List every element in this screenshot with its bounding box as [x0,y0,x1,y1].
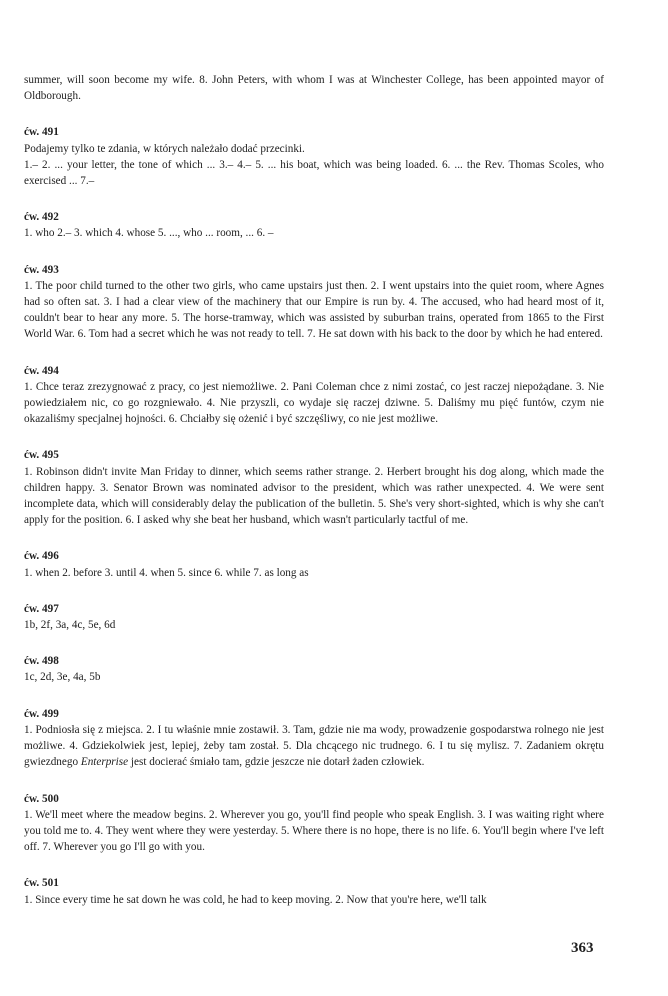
exercise-answer: 1. Chce teraz zrezygnować z pracy, co jest niemożliwe. 2. Pani Coleman chce z nimi zostać, co jest raczej niepożądane. 3. Nie powiedziałem nic, co go rozgniewało. 4. Nie przyszli, co wydaje się raczej dziwne. 5. Daliśmy mu pięć funtów, czym nie okazaliśmy specjalnej hojności. 6. Chciałby się ożenić i być szczęśliwy, co nie jest możliwe. [24,380,604,426]
exercise-section [24,447,604,528]
exercise-heading: ćw. 491 [24,126,59,139]
exercise-section [24,262,604,343]
exercise-section [24,875,604,907]
exercise-answer: 1b, 2f, 3a, 4c, 5e, 6d [24,619,116,632]
page-number: 363 [571,940,594,956]
exercise-heading: ćw. 495 [24,449,59,462]
exercise-answer: 1. who 2.– 3. which 4. whose 5. ..., who ... room, ... 6. – [24,227,274,240]
exercise-answer: 1. The poor child turned to the other two girls, who came upstairs just then. 2. I went upstairs into the quiet room, where Agnes had so often sat. 3. I had a clear view of the machinery that our Empire is run by. 4. The accused, who had heard most of it, couldn't bear to hear any more. 5. The horse-tramway, which was assisted by suburban trains, operated from 1865 to the First World War. 6. Tom had a secret which he was not ready to tell. 7. He sat down with his back to the door by which he had entered. [24,279,604,341]
exercise-answer: 1. when 2. before 3. until 4. when 5. since 6. while 7. as long as [24,566,309,579]
exercise-heading: ćw. 497 [24,602,59,615]
exercise-answer: 1. Podniosła się z miejsca. 2. I tu właśnie mnie zostawił. 3. Tam, gdzie nie ma wody, prowadzenie gospodarstwa rolnego nie jest możliwe. 4. Gdziekolwiek jest, lepiej, żeby tam został. 5. Dla chcącego nic trudnego. 6. I tu się mylisz. 7. Zadaniem okrętu gwiezdnego Enterprise jest docierać śmiało tam, gdzie jeszcze nie dotarł żaden człowiek. [24,723,604,769]
exercise-heading: ćw. 492 [24,211,59,224]
exercise-heading: ćw. 501 [24,877,59,890]
page-content [24,72,604,908]
exercise-answer: Podajemy tylko te zdania, w których należało dodać przecinki. [24,142,305,155]
exercise-answer: 1. Robinson didn't invite Man Friday to dinner, which seems rather strange. 2. Herbert brought his dog along, which made the children happy. 3. Senator Brown was nominated advisor to the president, which was rather unexpected. 4. We were sent incomplete data, which will considerably delay the publication of the bulletin. 5. She's very short-sighted, which is why she can't apply for the position. 6. I asked why she beat her husband, which wasn't particularly tactful of me. [24,465,604,527]
exercise-heading: ćw. 499 [24,707,59,720]
exercise-section [24,363,604,428]
exercise-answer: 1.– 2. ... your letter, the tone of which ... 3.– 4.– 5. ... his boat, which was being loaded. 6. ... the Rev. Thomas Scoles, who exercised ... 7.– [24,158,604,188]
exercise-answer: 1. Since every time he sat down he was cold, he had to keep moving. 2. Now that you're here, we'll talk [24,893,487,906]
exercise-heading: ćw. 500 [24,792,59,805]
exercise-heading: ćw. 498 [24,655,59,668]
exercise-section [24,548,604,580]
exercise-section [24,601,604,633]
intro-paragraph: summer, will soon become my wife. 8. John Peters, with whom I was at Winchester College, has been appointed mayor of Oldborough. [24,74,604,103]
exercise-section [24,653,604,685]
exercise-section [24,124,604,189]
exercise-heading: ćw. 494 [24,364,59,377]
exercise-heading: ćw. 493 [24,263,59,276]
exercise-section [24,706,604,771]
exercise-sections [24,124,604,907]
exercise-section [24,791,604,856]
exercise-answer: 1c, 2d, 3e, 4a, 5b [24,671,101,684]
exercise-heading: ćw. 496 [24,550,59,563]
exercise-answer: 1. We'll meet where the meadow begins. 2. Wherever you go, you'll find people who speak English. 3. I was waiting right where you told me to. 4. They went where they were yesterday. 5. Where there is no hope, there is no life. 6. You'll begin where I've left off. 7. Wherever you go I'll go with you. [24,808,604,854]
exercise-section [24,209,604,241]
